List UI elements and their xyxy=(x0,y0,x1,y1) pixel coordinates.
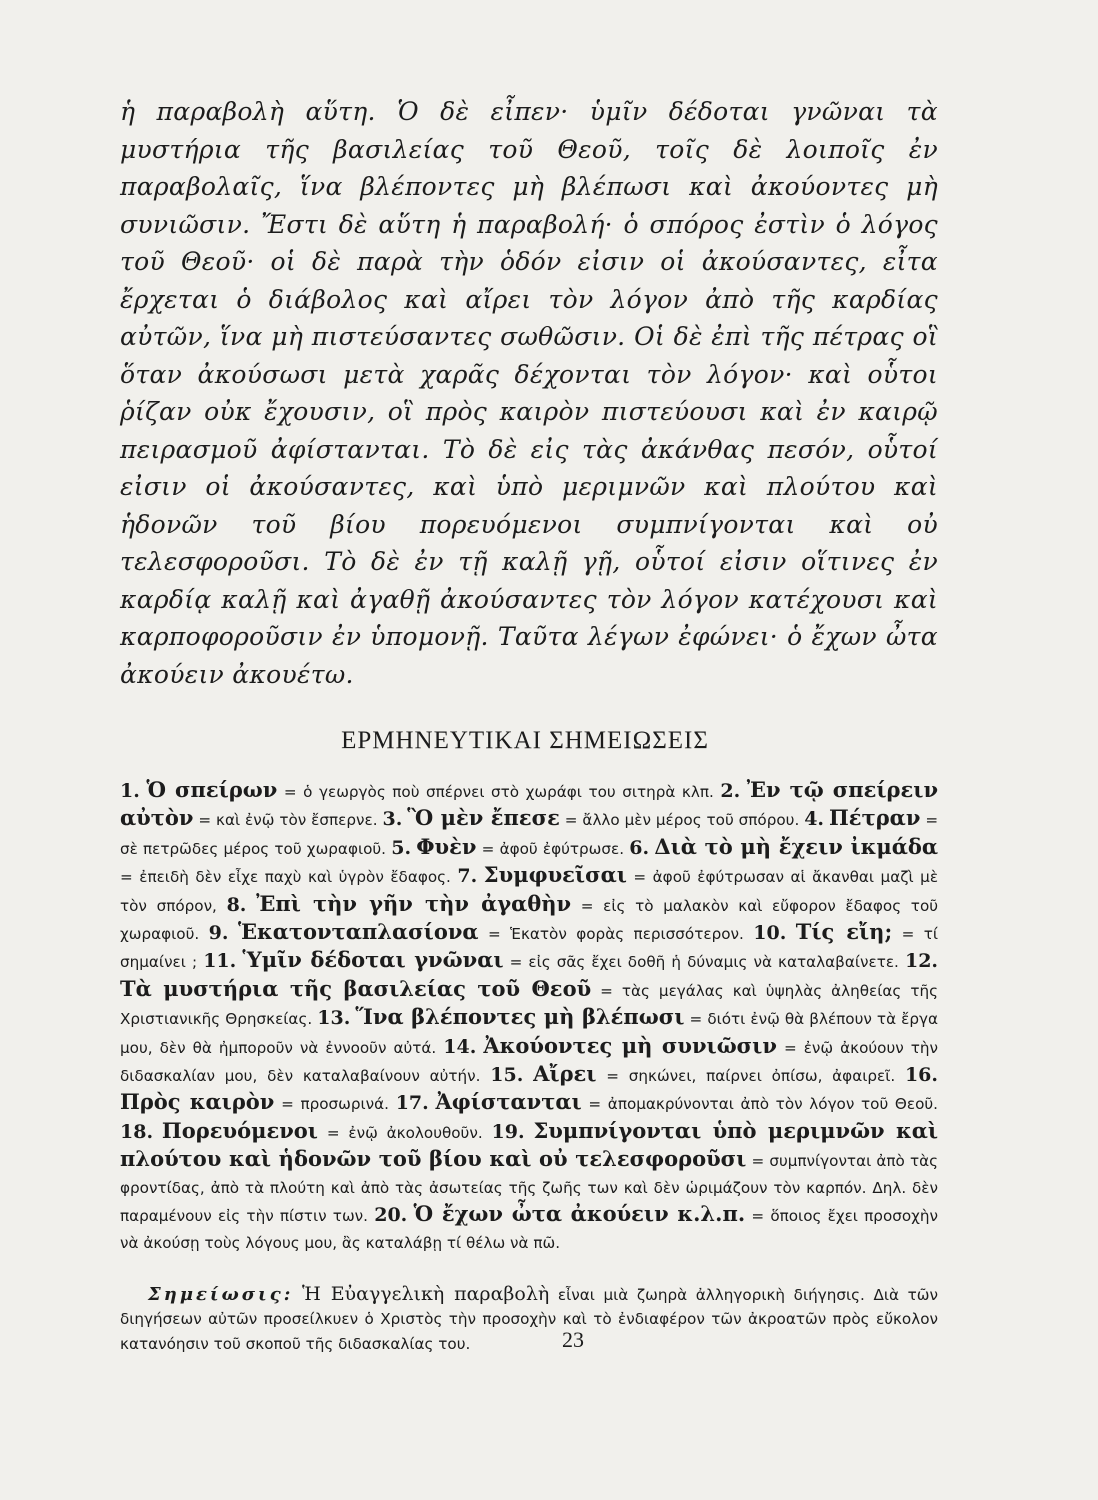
note-item: 3. Ὃ μὲν ἔπεσε = ἄλλο μὲν μέρος τοῦ σπόρου. xyxy=(382,805,800,831)
note-item: 12. Τὰ μυστήρια τῆς βασιλείας τοῦ Θεοῦ = τὰς μεγάλας καὶ ὑψηλὰς ἀληθείας τῆς Χριστιανικῆς Θρησκείας. xyxy=(120,950,939,1029)
note-item: 17. Ἀφίστανται = ἀπομακρύνονται ἀπὸ τὸν λόγον τοῦ Θεοῦ. xyxy=(395,1089,938,1115)
note-item: 11. Ὑμῖν δέδοται γνῶναι = εἰς σᾶς ἔχει δοθῆ ἡ δύναμις νὰ καταλαβαίνετε. xyxy=(203,947,899,973)
note-item: 6. Διὰ τὸ μὴ ἔχειν ἰκμάδα = ἐπειδὴ δὲν εἶχε παχὺ καὶ ὑγρὸν ἔδαφος. xyxy=(120,833,939,887)
note-item: 19. Συμπνίγονται ὑπὸ μεριμνῶν καὶ πλούτου καὶ ἡδονῶν τοῦ βίου καὶ οὐ τελεσφοροῦσι = συμπνίγονται ἀπὸ τὰς φροντίδας, ἀπὸ τὰ πλούτη καὶ ἀπὸ τὰς ἀσωτείας τῆς ζωῆς των καὶ δὲν ὡριμάζουν τὸν καρπόν. Δηλ. δὲν παραμένουν εἰς τὴν πίστιν των. xyxy=(120,1117,939,1226)
remark-text: εἶναι μιὰ ζωηρὰ ἀλληγορικὴ διήγησις. Διὰ τῶν διηγήσεων αὐτῶν προσείλκυεν ὁ Χριστὸς τὴν προσοχὴν καὶ τὸ ἐνδιαφέρον τῶν ἀκροατῶν πρὸς εὔκολον κατανόησιν τοῦ σκοποῦ τῆς διδασκαλίας του. xyxy=(120,1285,938,1353)
note-item: 18. Πορευόμενοι = ἐνῷ ἀκολουθοῦν. xyxy=(120,1117,483,1143)
note-item: 15. Αἴρει = σηκώνει, παίρνει ὀπίσω, ἀφαιρεῖ. xyxy=(490,1061,896,1087)
page-number: 23 xyxy=(562,1327,584,1352)
note-item: 20. Ὁ ἔχων ὦτα ἀκούειν κ.λ.π. = ὅποιος ἔχει προσοχὴν νὰ ἀκούσῃ τοὺς λόγους μου, ἂς καταλάβῃ τί θέλω νὰ πῶ. xyxy=(120,1201,939,1252)
note-item: 10. Τίς εἴη; = τί σημαίνει ; xyxy=(120,919,939,972)
section-heading: ΕΡΜΗΝΕΥΤΙΚΑΙ ΣΗΜΕΙΩΣΕΙΣ xyxy=(341,727,709,754)
note-item: 9. Ἑκατονταπλασίονα = Ἑκατὸν φορὰς περισσότερον. xyxy=(208,919,744,945)
note-item: 5. Φυὲν = ἀφοῦ ἐφύτρωσε. xyxy=(391,833,625,859)
note-item: 1. Ὁ σπείρων = ὁ γεωργὸς ποὺ σπέρνει στὸ χωράφι του σιτηρὰ κλπ. xyxy=(120,777,714,802)
note-item: 4. Πέτραν = σὲ πετρῶδες μέρος τοῦ χωραφιοῦ. xyxy=(120,805,939,858)
note-item: 13. Ἵνα βλέποντες μὴ βλέπωσι = διότι ἐνῷ θὰ βλέπουν τὰ ἔργα μου, δὲν θὰ ἠμποροῦν νὰ ἐννοοῦν αὐτά. xyxy=(120,1004,939,1057)
remark-label: Σημείωσις: xyxy=(148,1283,294,1305)
note-item: 2. Ἐν τῷ σπείρειν αὐτὸν = καὶ ἐνῷ τὸν ἔσπερνε. xyxy=(120,777,939,831)
note-item: 14. Ἀκούοντες μὴ συνιῶσιν = ἐνῷ ἀκούουν τὴν διδασκαλίαν μου, δὲν καταλαβαίνουν αὐτήν. xyxy=(120,1032,939,1086)
note-item: 8. Ἐπὶ τὴν γῆν τὴν ἀγαθὴν = εἰς τὸ μαλακὸν καὶ εὔφορον ἔδαφος τοῦ χωραφιοῦ. xyxy=(120,890,939,944)
note-item: 16. Πρὸς καιρὸν = προσωρινά. xyxy=(120,1064,939,1115)
scripture-passage: ἡ παραβολὴ αὕτη. Ὁ δὲ εἶπεν· ὑμῖν δέδοται γνῶναι τὰ μυστήρια τῆς βασιλείας τοῦ Θεοῦ, τοῖς δὲ λοιποῖς ἐν παραβολαῖς, ἵνα βλέποντες μὴ βλέπωσι καὶ ἀκούοντες μὴ συνιῶσιν. Ἔστι δὲ αὕτη ἡ παραβολή· ὁ σπόρος ἐστὶν ὁ λόγος τοῦ Θεοῦ· οἱ δὲ παρὰ τὴν ὁδόν εἰσιν οἱ ἀκούσαντες, εἶτα ἔρχεται ὁ διάβολος καὶ αἴρει τὸν λόγον ἀπὸ τῆς καρδίας αὐτῶν, ἵνα μὴ πιστεύσαντες σωθῶσιν. Οἱ δὲ ἐπὶ τῆς πέτρας οἳ ὅταν ἀκούσωσι μετὰ χαρᾶς δέχονται τὸν λόγον· καὶ οὗτοι ῥίζαν οὐκ ἔχουσιν, οἳ πρὸς καιρὸν πιστεύουσι καὶ ἐν καιρῷ πειρασμοῦ ἀφίστανται. Τὸ δὲ εἰς τὰς ἀκάνθας πεσόν, οὗτοί εἰσιν οἱ ἀκούσαντες, καὶ ὑπὸ μεριμνῶν καὶ πλούτου καὶ ἡδονῶν τοῦ βίου πορευόμενοι συμπνίγονται καὶ οὐ τελεσφοροῦσι. Τὸ δὲ ἐν τῇ καλῇ γῇ, οὗτοί εἰσιν οἵτινες ἐν καρδίᾳ καλῇ καὶ ἀγαθῇ ἀκούσαντες τὸν λόγον κατέχουσι καὶ καρποφοροῦσιν ἐν ὑπομονῇ. Ταῦτα λέγων ἐφώνει· ὁ ἔχων ὦτα ἀκούειν ἀκουέτω. xyxy=(120,97,938,689)
remark-lead: Ἡ Εὐαγγελικὴ παραβολὴ xyxy=(302,1282,550,1305)
note-item: 7. Συμφυεῖσαι = ἀφοῦ ἐφύτρωσαν αἱ ἄκανθαι μαζὶ μὲ τὸν σπόρον, xyxy=(120,862,939,915)
explanatory-notes xyxy=(120,777,938,1256)
